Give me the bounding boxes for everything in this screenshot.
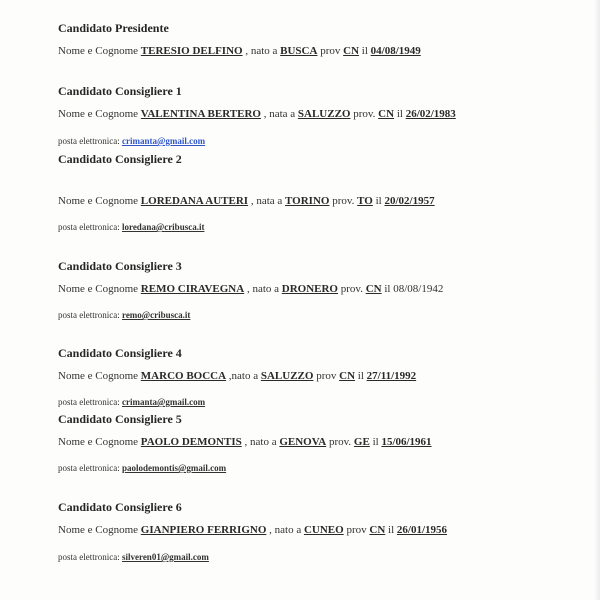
candidate-name: GIANPIERO FERRIGNO — [140, 524, 267, 536]
birth-date: 26/01/1956 — [396, 524, 448, 536]
email-line: posta elettronica: loredana@cribusca.it — [58, 222, 205, 232]
candidate-councillor-3 — [58, 259, 588, 296]
birth-date: 08/08/1942 — [393, 283, 444, 295]
candidate-councillor-2 — [58, 152, 588, 166]
candidate-name: LOREDANA AUTERI — [140, 195, 249, 207]
birth-province: CN — [343, 45, 360, 57]
birth-province: CN — [378, 108, 395, 120]
candidate-name: REMO CIRAVEGNA — [140, 283, 245, 295]
birth-province: CN — [369, 524, 386, 536]
candidate-role: Candidato Consigliere 5 — [58, 412, 182, 426]
candidate-details: Nome e Cognome TERESIO DELFINO , nato a BUSCA prov CN il 04/08/1949 — [58, 45, 421, 57]
candidate-role: Candidato Consigliere 3 — [58, 259, 182, 273]
candidate-details: Nome e Cognome VALENTINA BERTERO , nata a SALUZZO prov. CN il 26/02/1983 — [58, 108, 456, 120]
email-address: remo@cribusca.it — [121, 310, 191, 320]
birth-city: BUSCA — [280, 45, 318, 57]
birth-city: CUNEO — [303, 524, 344, 536]
candidate-role: Candidato Consigliere 4 — [58, 346, 182, 360]
candidate-councillor-5 — [58, 412, 588, 449]
birth-province: TO — [357, 195, 373, 207]
candidate-role: Candidato Consigliere 1 — [58, 84, 182, 98]
candidate-president — [58, 21, 588, 58]
candidate-details: Nome e Cognome MARCO BOCCA ,nato a SALUZZO prov CN il 27/11/1992 — [58, 370, 417, 382]
email-address: silveren01@gmail.com — [121, 552, 209, 562]
email-address: crimanta@gmail.com — [121, 397, 206, 407]
birth-date: 26/02/1983 — [405, 108, 456, 120]
candidate-details: Nome e Cognome REMO CIRAVEGNA , nato a DRONERO prov. CN il 08/08/1942 — [58, 283, 444, 295]
birth-province: CN — [365, 283, 382, 295]
email-address: loredana@cribusca.it — [121, 222, 205, 232]
candidate-details-2: Nome e Cognome LOREDANA AUTERI , nata a TORINO prov. TO il 20/02/1957 — [58, 195, 435, 207]
candidate-name: TERESIO DELFINO — [140, 45, 243, 57]
candidate-councillor-6 — [58, 500, 588, 537]
birth-province: CN — [339, 370, 356, 382]
birth-date: 15/06/1961 — [381, 436, 432, 448]
email-line: posta elettronica: crimanta@gmail.com — [58, 397, 206, 407]
email-line: posta elettronica: silveren01@gmail.com — [58, 552, 209, 562]
birth-city: DRONERO — [281, 283, 338, 295]
birth-date: 20/02/1957 — [384, 195, 435, 207]
candidate-role: Candidato Presidente — [58, 21, 169, 35]
email-line: posta elettronica: paolodemontis@gmail.com — [58, 463, 227, 473]
candidate-role: Candidato Consigliere 6 — [58, 500, 182, 514]
birth-date: 27/11/1992 — [366, 370, 417, 382]
candidate-role: Candidato Consigliere 2 — [58, 152, 182, 166]
candidate-councillor-4 — [58, 346, 588, 383]
birth-province: GE — [353, 436, 370, 448]
email-line: posta elettronica: crimanta@gmail.com — [58, 136, 206, 146]
candidate-details: Nome e Cognome GIANPIERO FERRIGNO , nato a CUNEO prov CN il 26/01/1956 — [58, 524, 448, 536]
birth-city: GENOVA — [279, 436, 327, 448]
candidate-councillor-1 — [58, 84, 588, 121]
email-link[interactable]: crimanta@gmail.com — [121, 136, 206, 146]
candidate-name: VALENTINA BERTERO — [140, 108, 261, 120]
candidate-details: Nome e Cognome PAOLO DEMONTIS , nato a GENOVA prov. GE il 15/06/1961 — [58, 436, 432, 448]
birth-city: TORINO — [285, 195, 330, 207]
candidate-name: PAOLO DEMONTIS — [140, 436, 242, 448]
email-line: posta elettronica: remo@cribusca.it — [58, 310, 191, 320]
candidate-name: MARCO BOCCA — [140, 370, 227, 382]
birth-date: 04/08/1949 — [370, 45, 421, 57]
birth-city: SALUZZO — [297, 108, 351, 120]
birth-city: SALUZZO — [260, 370, 314, 382]
scan-edge-shadow — [594, 0, 600, 600]
email-address: paolodemontis@gmail.com — [121, 463, 227, 473]
